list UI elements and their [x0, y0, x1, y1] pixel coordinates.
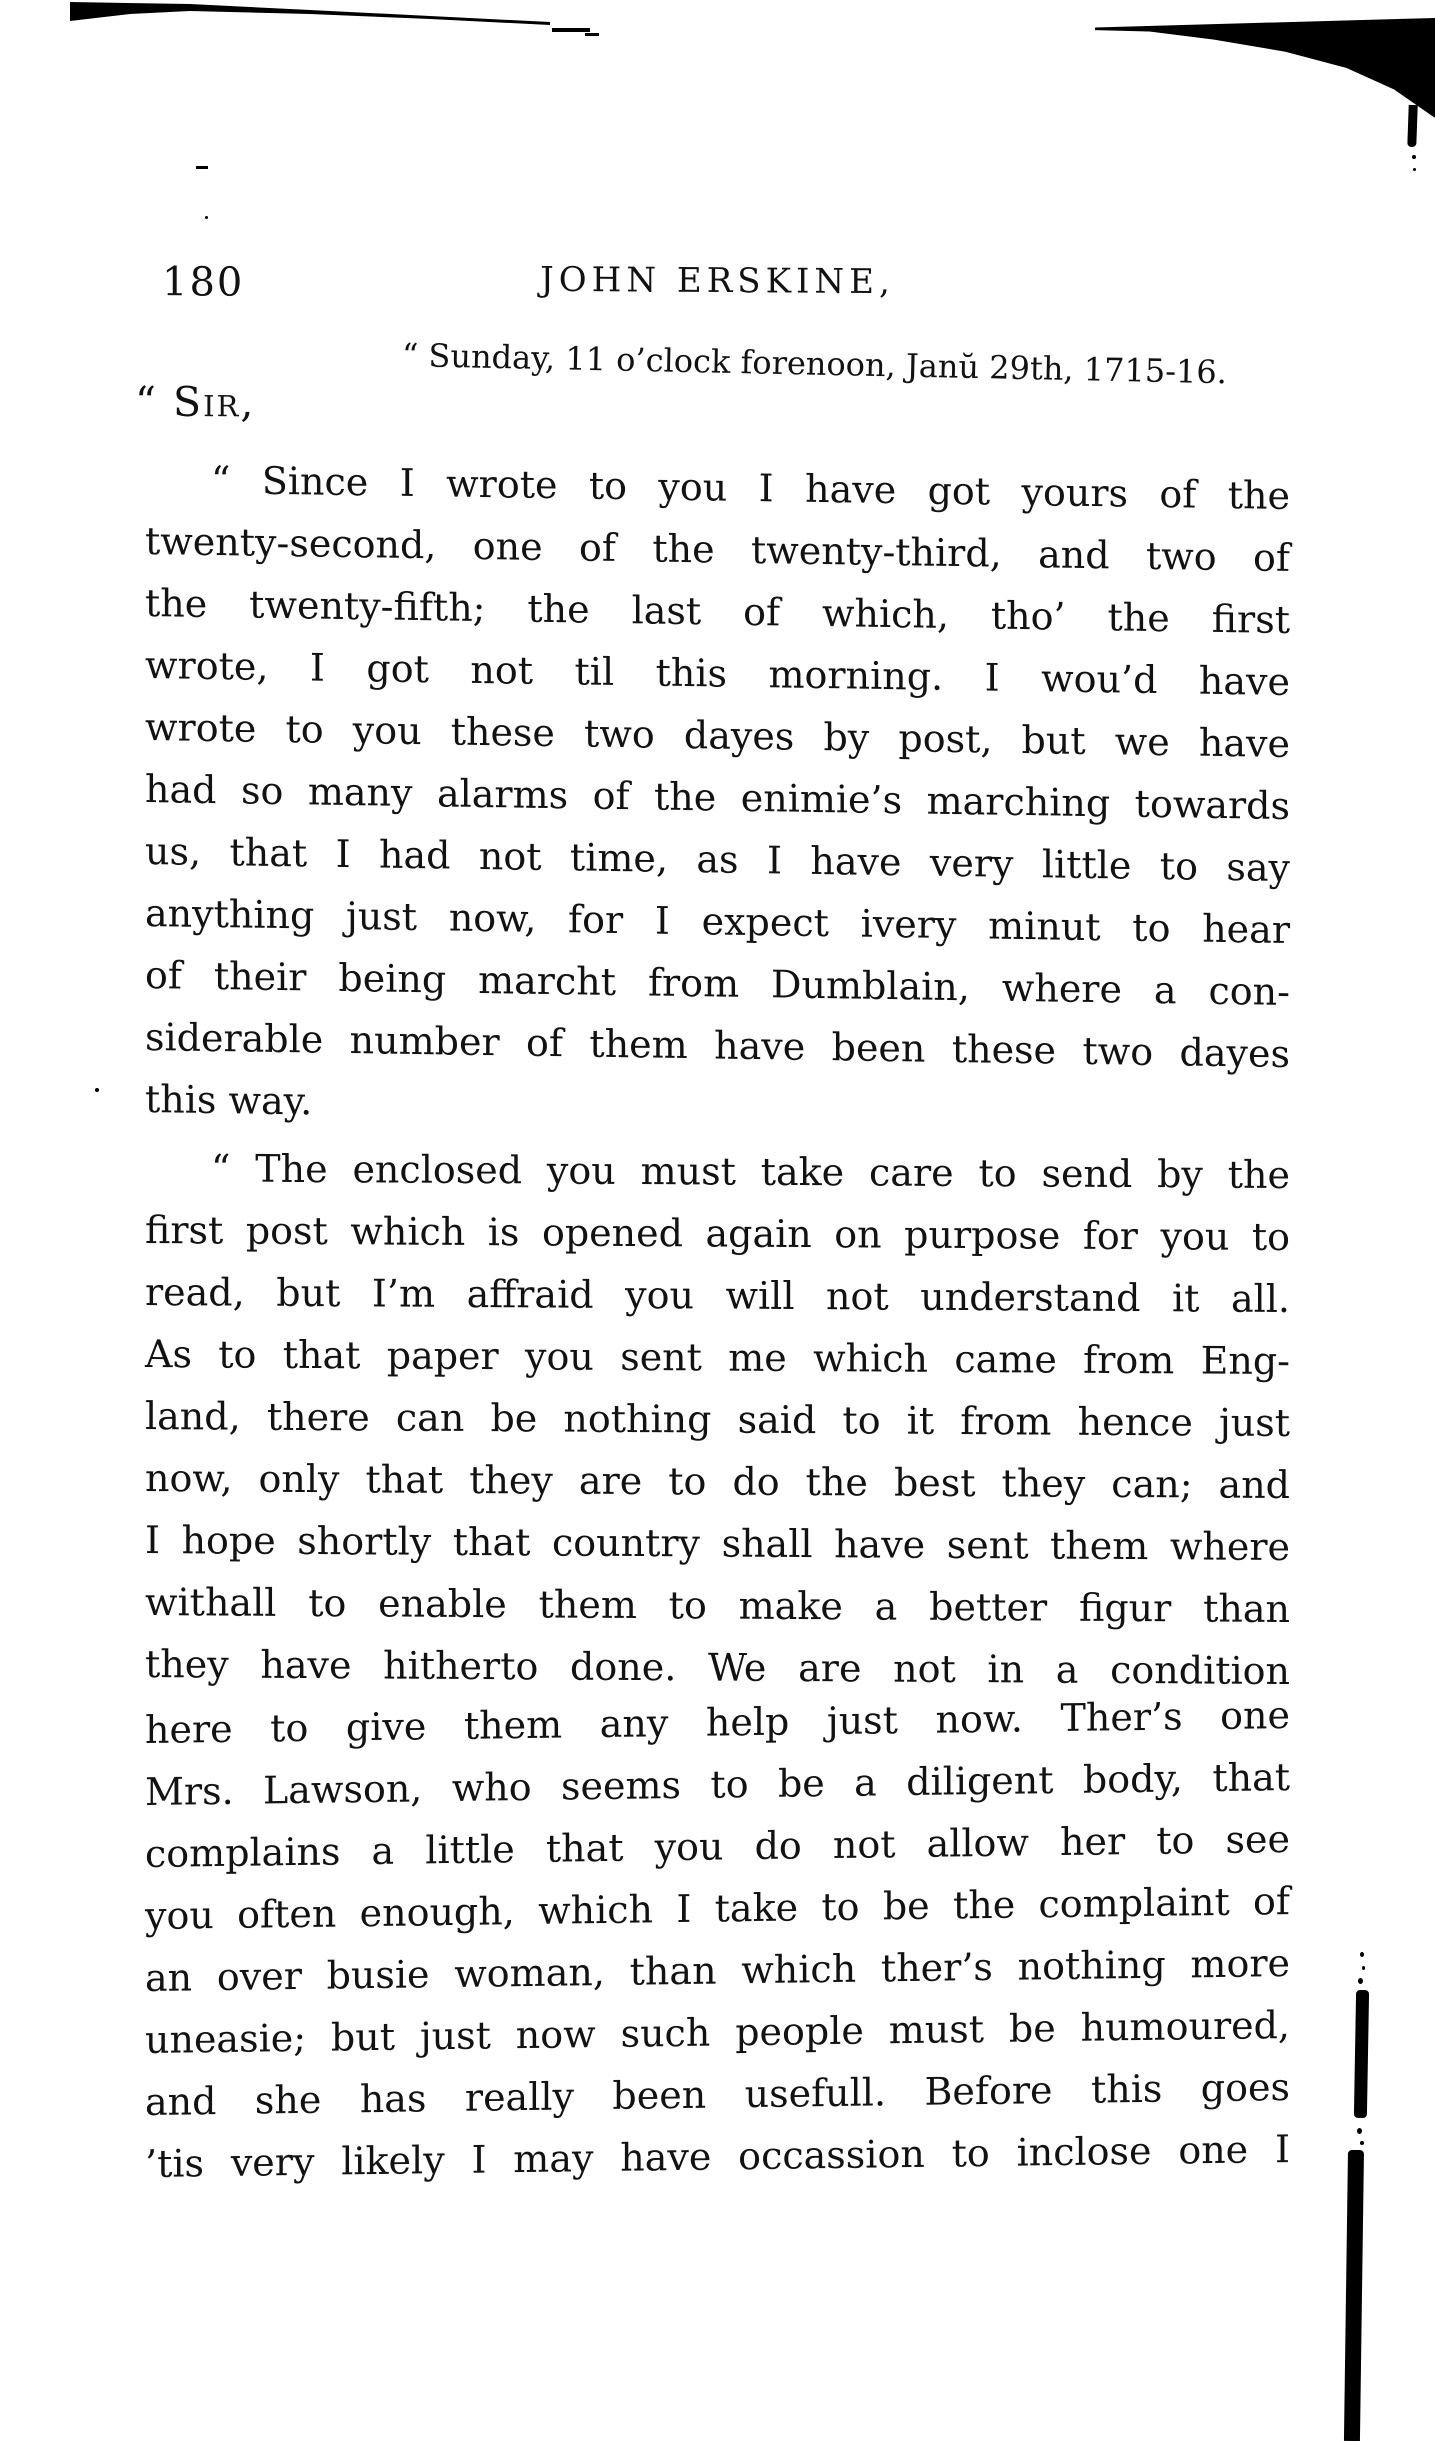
- text-line: uneasie; but just now such people must be humoured,: [145, 2003, 1290, 2062]
- ink-speck: [205, 216, 208, 219]
- text-line: wrote to you these two dayes by post, but we have: [145, 705, 1290, 766]
- ink-speck: [1357, 2128, 1362, 2134]
- ink-speck: [1413, 168, 1416, 171]
- text-line: I hope shortly that country shall have sent them where: [145, 1518, 1290, 1569]
- text-line: and she has really been usefull. Before this goes: [145, 2065, 1290, 2124]
- ink-speck: [196, 166, 208, 169]
- ink-speck: [1358, 1978, 1363, 1984]
- text-line: this way.: [145, 1077, 313, 1124]
- text-line: “ The enclosed you must take care to send by the: [211, 1146, 1290, 1197]
- running-title: JOHN ERSKINE,: [540, 259, 895, 303]
- ink-speck: [1360, 2141, 1364, 2145]
- letter-paragraph-1: [145, 448, 1290, 1147]
- page-header: [0, 256, 1435, 306]
- text-line: had so many alarms of the enimie’s marching towards: [145, 767, 1290, 828]
- text-line: first post which is opened again on purpose for you to: [145, 1208, 1290, 1259]
- text-line: anything just now, for I expect ivery minut to hear: [145, 891, 1290, 952]
- ink-smudge-top-left-artifact: [70, 2, 550, 28]
- ink-speck: [1362, 1966, 1365, 1970]
- letter-salutation: “ Sir,: [135, 377, 256, 427]
- ink-speck: [95, 1088, 99, 1092]
- text-line: complains a little that you do not allow her to see: [145, 1817, 1290, 1876]
- text-line: us, that I had not time, as I have very little to say: [145, 829, 1290, 890]
- letter-dateline: “ Sunday, 11 o’clock forenoon, Janŭ 29th, 1715-16.: [401, 336, 1228, 392]
- text-line: ’tis very likely I may have occassion to inclose one I: [145, 2127, 1290, 2186]
- text-line: land, there can be nothing said to it from hence just: [145, 1394, 1290, 1445]
- text-line: an over busie woman, than which ther’s nothing more: [145, 1941, 1290, 2000]
- text-line: now, only that they are to do the best they can; and: [145, 1456, 1290, 1507]
- ink-smudge-dash-artifact: [585, 33, 599, 36]
- text-line: Mrs. Lawson, who seems to be a diligent body, that: [145, 1755, 1290, 1814]
- text-line: they have hitherto done. We are not in a condition: [145, 1642, 1290, 1693]
- text-line: As to that paper you sent me which came from Eng-: [145, 1332, 1290, 1383]
- text-line: siderable number of them have been these two dayes: [145, 1015, 1290, 1076]
- page-curl-drip-artifact: [1407, 105, 1417, 147]
- text-line: withall to enable them to make a better figur than: [145, 1580, 1290, 1631]
- text-line: twenty-second, one of the twenty-third, and two of: [145, 519, 1290, 580]
- ink-speck: [1412, 155, 1416, 159]
- text-line: the twenty-fifth; the last of which, tho’ the first: [145, 581, 1290, 642]
- text-line: “ Since I wrote to you I have got yours of the: [211, 457, 1290, 518]
- text-line: of their being marcht from Dumblain, where a con-: [145, 953, 1290, 1014]
- text-line: you often enough, which I take to be the complaint of: [145, 1879, 1290, 1938]
- letter-paragraph-2-lower: [145, 1684, 1290, 2195]
- ink-smudge-dash-artifact: [552, 28, 590, 32]
- letter-paragraph-2-upper: [145, 1137, 1290, 1702]
- ink-speck: [1360, 1952, 1364, 1957]
- binding-shadow-right-lower-artifact: [1344, 2150, 1364, 2441]
- text-line: read, but I’m affraid you will not understand it all.: [145, 1270, 1290, 1321]
- page-curl-shadow-top-right-artifact: [1095, 18, 1435, 153]
- page-number: 180: [162, 259, 245, 306]
- text-line: wrote, I got not til this morning. I wou’d have: [145, 643, 1290, 704]
- text-line: here to give them any help just now. Ther’s one: [145, 1693, 1290, 1752]
- binding-shadow-right-upper-artifact: [1354, 1990, 1369, 2118]
